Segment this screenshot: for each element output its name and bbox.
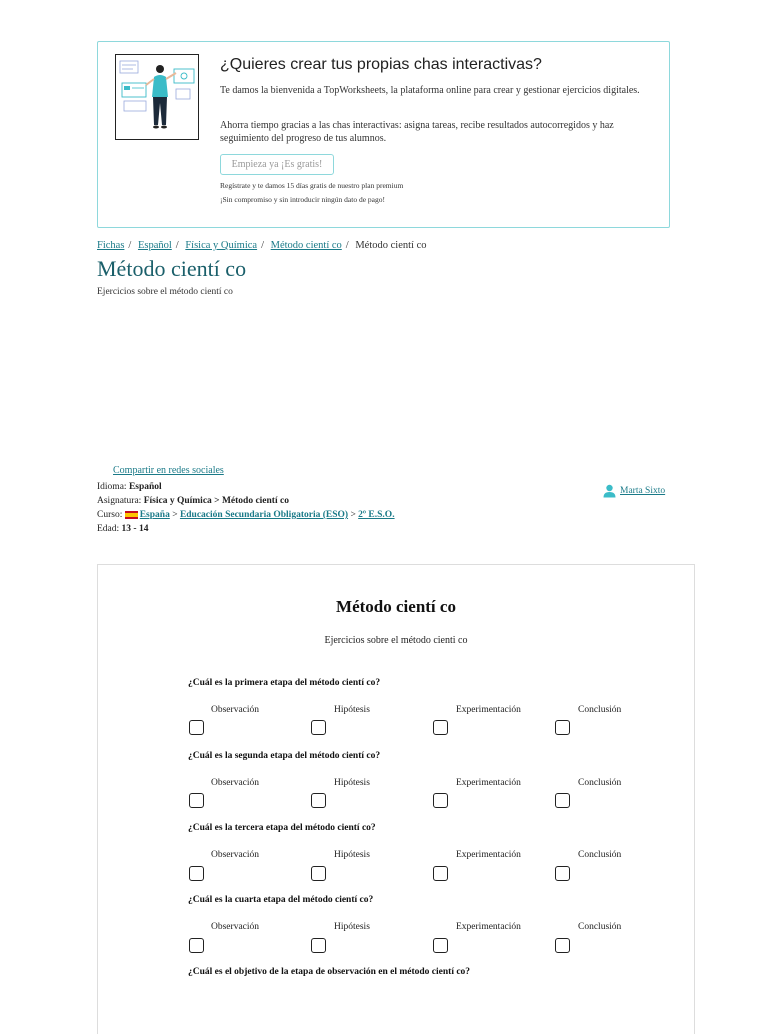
meta-subject xyxy=(97,496,289,506)
meta-age xyxy=(97,524,148,534)
promo-banner xyxy=(97,41,670,228)
spain-flag-icon xyxy=(125,511,138,519)
course-separator: > xyxy=(350,510,356,520)
option-checkbox[interactable] xyxy=(433,793,448,808)
option-label: Experimentación xyxy=(456,778,521,788)
option-label: Observación xyxy=(211,850,260,860)
option-label: Conclusión xyxy=(578,922,622,932)
option-label: Observación xyxy=(211,778,260,788)
option-checkbox[interactable] xyxy=(555,720,570,735)
option-checkbox[interactable] xyxy=(433,866,448,881)
promo-welcome-text: Te damos la bienvenida a TopWorksheets, la plataforma online para crear y gestionar ejercicios digitales. xyxy=(220,85,640,96)
option-label: Observación xyxy=(211,705,260,715)
option-label: Hipótesis xyxy=(334,922,370,932)
course-level-link[interactable]: Educación Secundaria Obligatoria (ESO) xyxy=(179,510,349,520)
promo-title: ¿Quieres crear tus propias chas interactivas? xyxy=(220,56,542,73)
subject-label: Asignatura: xyxy=(97,496,142,506)
option-checkbox[interactable] xyxy=(189,793,204,808)
question-text: ¿Cuál es la segunda etapa del método cientí co? xyxy=(188,751,381,761)
option-checkbox[interactable] xyxy=(189,720,204,735)
worksheet-subtitle: Ejercicios sobre el método cienti co xyxy=(324,635,468,646)
option-checkbox[interactable] xyxy=(555,866,570,881)
breadcrumb-fichas[interactable]: Fichas xyxy=(97,240,125,251)
option-label: Conclusión xyxy=(578,778,622,788)
option-checkbox[interactable] xyxy=(311,938,326,953)
course-grade-link[interactable]: 2º E.S.O. xyxy=(358,510,395,520)
age-value: 13 - 14 xyxy=(121,524,149,534)
option-checkbox[interactable] xyxy=(189,938,204,953)
promo-trial-note: Regístrate y te damos 15 días gratis de nuestro plan premium xyxy=(220,181,404,190)
breadcrumb: Fichas / Español / Física y Química / Método cientí co / Método cientí co xyxy=(97,240,427,251)
option-label: Hipótesis xyxy=(334,778,370,788)
page-title: Método cientí co xyxy=(97,256,247,281)
worksheet-title: Método cientí co xyxy=(336,597,456,616)
language-value: Español xyxy=(128,482,162,492)
language-label: Idioma: xyxy=(97,482,127,492)
course-separator: > xyxy=(172,510,178,520)
promo-illustration xyxy=(115,54,199,140)
author xyxy=(603,484,665,498)
option-label: Experimentación xyxy=(456,922,521,932)
question-text: ¿Cuál es la primera etapa del método cientí co? xyxy=(188,678,381,688)
breadcrumb-current: Método cientí co xyxy=(355,240,427,251)
option-checkbox[interactable] xyxy=(433,720,448,735)
option-label: Experimentación xyxy=(456,850,521,860)
promo-benefits-text: Ahorra tiempo gracias a las chas interactivas: asigna tareas, recibe resultados autocorregidos y haz seguimiento del progreso de tus alumnos. xyxy=(220,120,614,144)
option-label: Conclusión xyxy=(578,850,622,860)
author-link[interactable]: Marta Sixto xyxy=(620,486,666,497)
option-label: Conclusión xyxy=(578,705,622,715)
question-text: ¿Cuál es la cuarta etapa del método cientí co? xyxy=(188,895,374,905)
option-label: Observación xyxy=(211,922,260,932)
breadcrumb-fisica-quimica[interactable]: Física y Química xyxy=(185,240,258,251)
option-label: Experimentación xyxy=(456,705,521,715)
share-social-link[interactable]: Compartir en redes sociales xyxy=(113,465,224,476)
option-checkbox[interactable] xyxy=(189,866,204,881)
worksheet xyxy=(97,564,695,1034)
promo-no-commitment-note: ¡Sin compromiso y sin introducir ningún dato de pago! xyxy=(220,195,385,204)
option-label: Hipótesis xyxy=(334,705,370,715)
question-text: ¿Cuál es la tercera etapa del método cientí co? xyxy=(188,823,376,833)
breadcrumb-metodo-cientifico[interactable]: Método cientí co xyxy=(270,240,342,251)
page-subtitle: Ejercicios sobre el método cientí co xyxy=(97,287,233,297)
meta-language xyxy=(97,482,162,492)
option-checkbox[interactable] xyxy=(311,720,326,735)
option-checkbox[interactable] xyxy=(311,866,326,881)
breadcrumb-espanol[interactable]: Español xyxy=(137,240,172,251)
option-label: Hipótesis xyxy=(334,850,370,860)
option-checkbox[interactable] xyxy=(555,938,570,953)
option-checkbox[interactable] xyxy=(555,793,570,808)
course-label: Curso: xyxy=(97,510,123,520)
age-label: Edad: xyxy=(97,524,120,534)
question-text: ¿Cuál es el objetivo de la etapa de observación en el método cientí co? xyxy=(188,967,471,977)
start-free-button[interactable]: Empieza ya ¡Es gratis! xyxy=(220,154,334,175)
meta-course xyxy=(97,510,395,520)
option-checkbox[interactable] xyxy=(311,793,326,808)
user-icon xyxy=(603,484,616,498)
course-country-link[interactable]: España xyxy=(139,510,170,520)
option-checkbox[interactable] xyxy=(433,938,448,953)
subject-value: Física y Química > Método cientí co xyxy=(143,496,289,506)
